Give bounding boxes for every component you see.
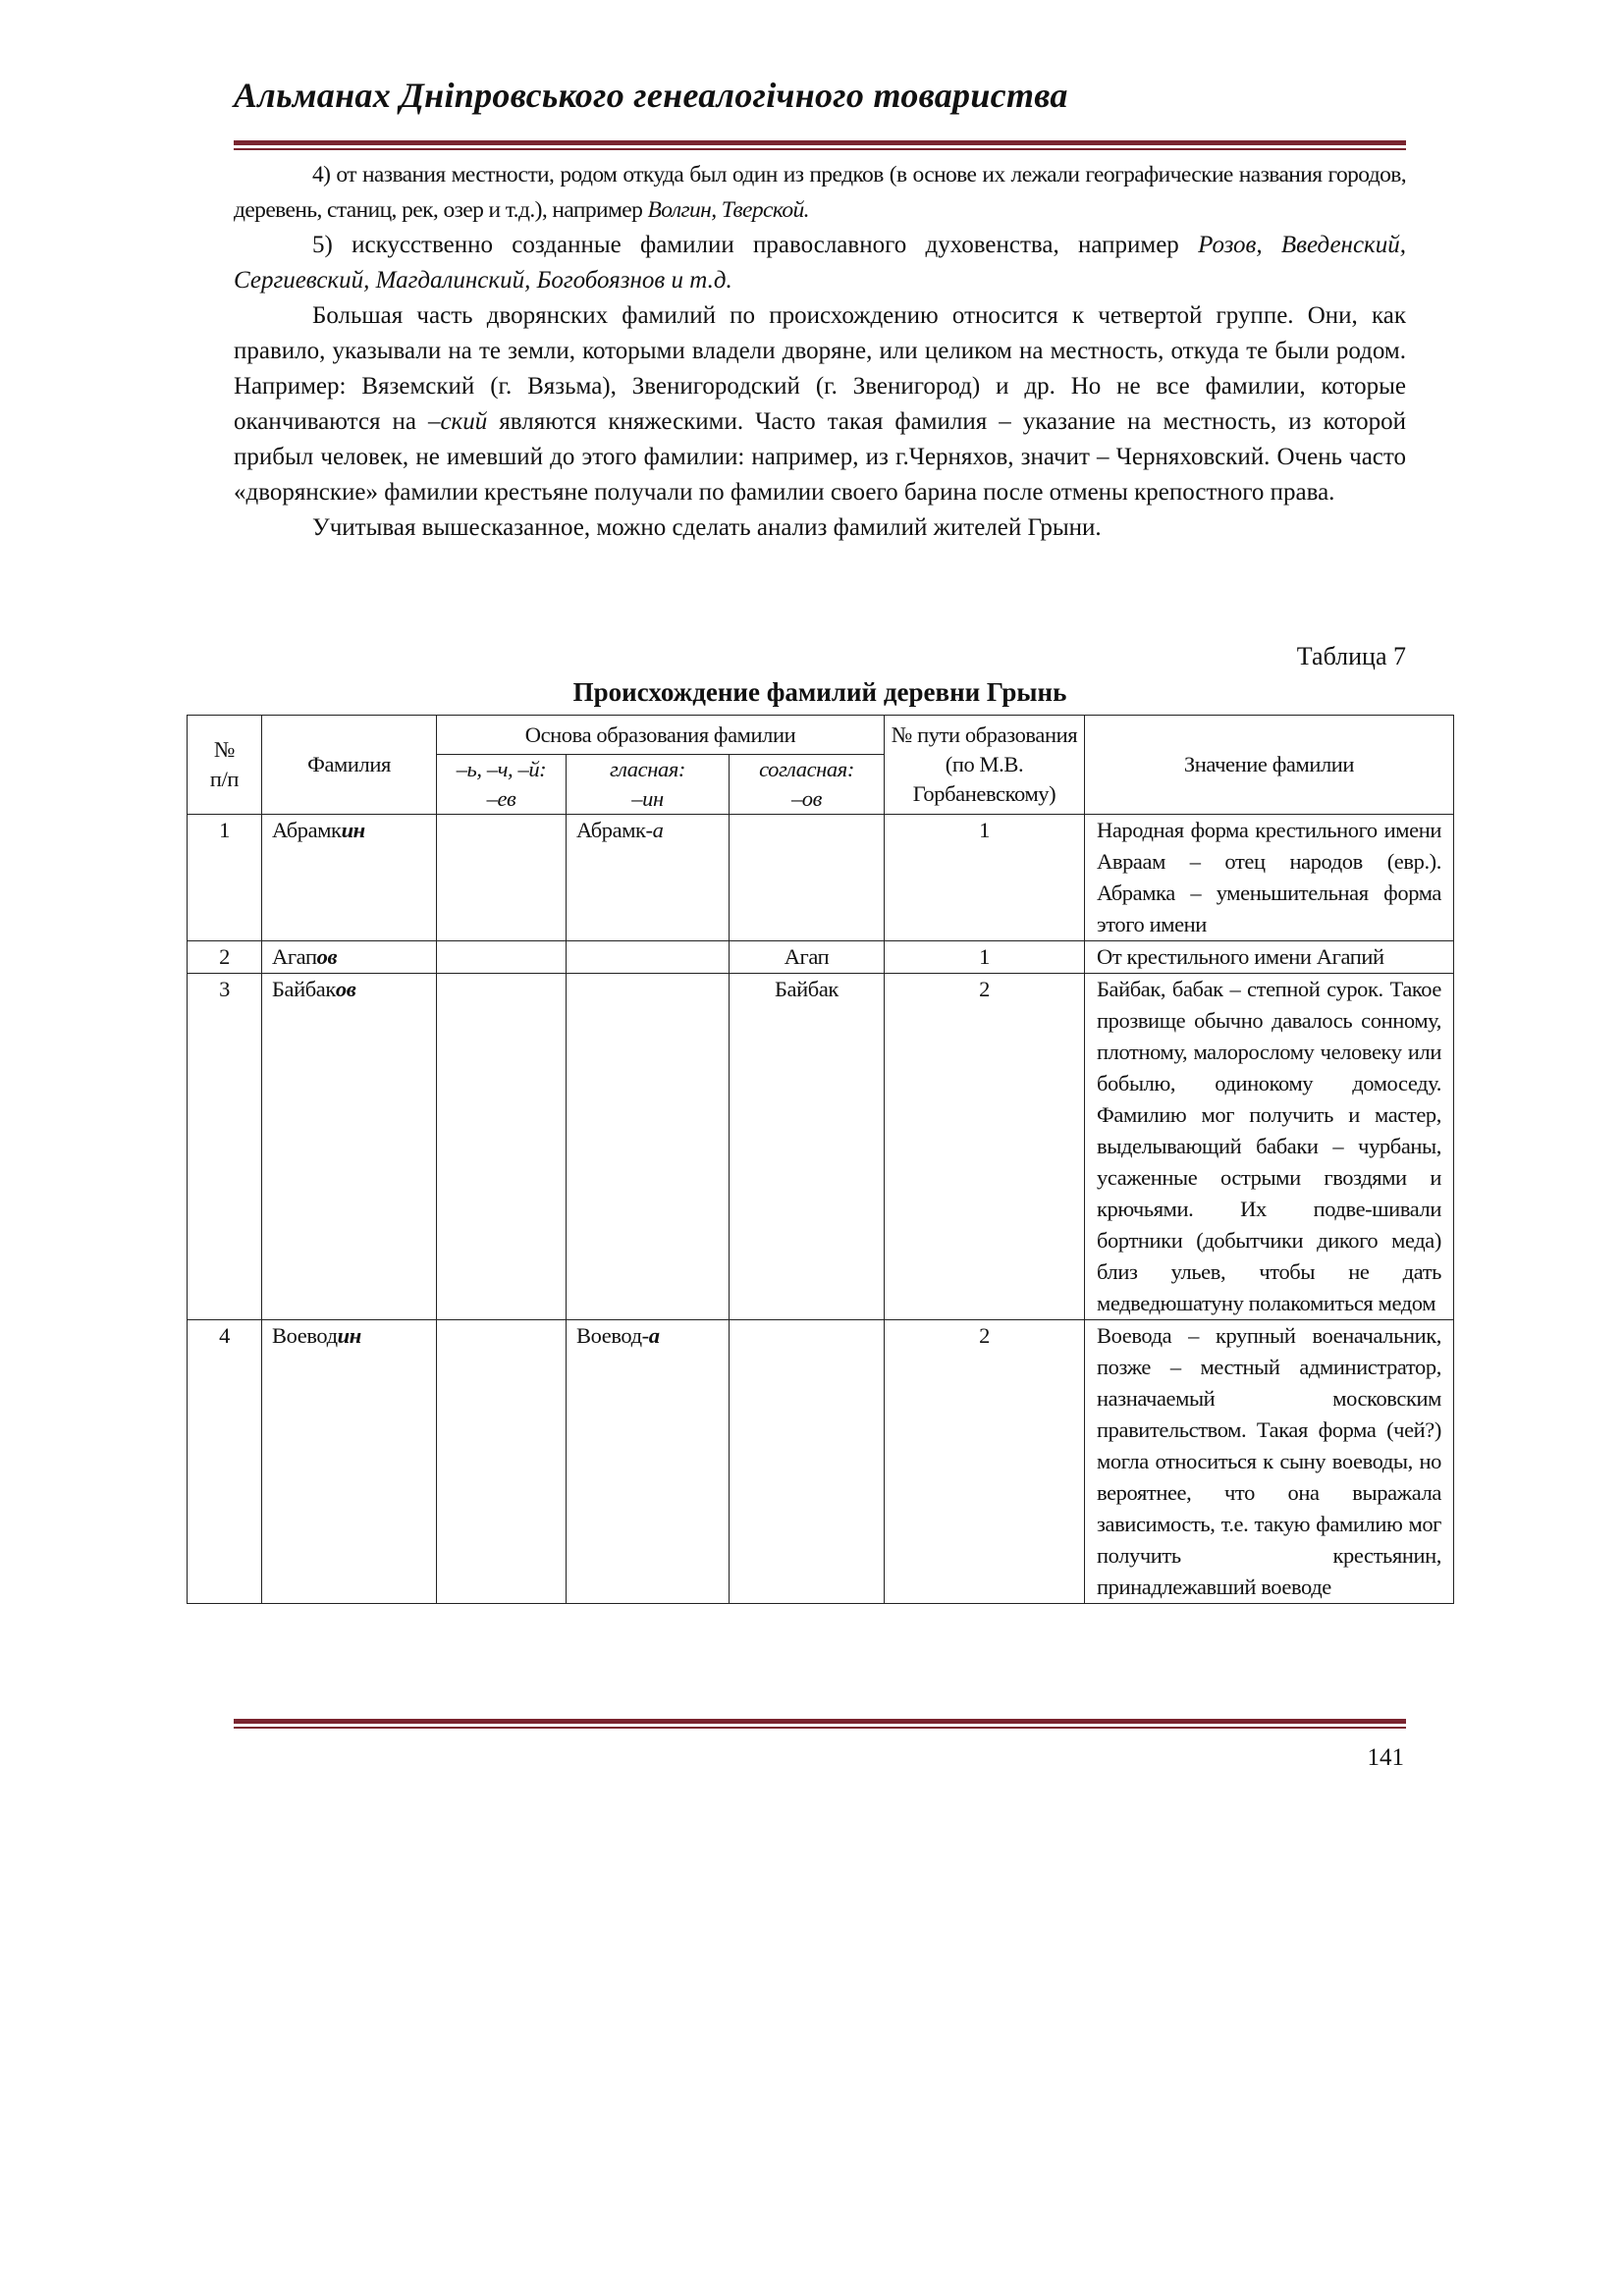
header-surname: Фамилия: [262, 716, 437, 815]
row-soft: [437, 815, 567, 941]
row-surname: Агапов: [262, 941, 437, 974]
header-consonant: согласная: –ов: [730, 755, 885, 815]
row-consonant: [730, 815, 885, 941]
header-meaning: Значение фамилии: [1085, 716, 1454, 815]
paragraph-5: 5) искусственно созданные фамилии православного духовенства, например Розов, Введенский, Сергиевский, Магдалинский, Богобоязнов и т.д.: [234, 232, 1406, 294]
row-path: 2: [885, 974, 1085, 1320]
row-consonant: Байбак: [730, 974, 885, 1320]
paragraph-6: Большая часть дворянских фамилий по происхождению относится к четвертой группе. Они, как правило, указывали на те земли, которыми владели дворяне, или целиком на местность, откуда те были родом. Например: Вяземский (г. Вязьма), Звенигородский (г. Звенигород) и др. Но не все фамилии, которые оканчиваются на –ский являются княжескими. Часто такая фамилия – указание на местность, из которой прибыл человек, не имевший до этого фамилии: например, из г.Черняхов, значит – Черняховский. Очень часто «дворянские» фамилии крестьяне получали по фамилии своего барина после отмены крепостного права.: [234, 302, 1406, 506]
row-vowel: [567, 941, 730, 974]
table-caption: Таблица 7: [1296, 642, 1406, 670]
row-soft: [437, 974, 567, 1320]
paragraph-4: 4) от названия местности, родом откуда был один из предков (в основе их лежали географические названия городов, деревень, станиц, рек, озер и т.д.), например Волгин, Тверской.: [234, 162, 1406, 223]
row-consonant: Агап: [730, 941, 885, 974]
header-soft: –ь, –ч, –й: –ев: [437, 755, 567, 815]
paragraph-7: Учитывая вышесказанное, можно сделать анализ фамилий жителей Грыни.: [312, 514, 1102, 541]
header-vowel: гласная: –ин: [567, 755, 730, 815]
header-basis: Основа образования фамилии: [437, 716, 885, 755]
row-num: 1: [188, 815, 262, 941]
row-path: 1: [885, 815, 1085, 941]
table-row: [188, 815, 1454, 941]
row-path: 1: [885, 941, 1085, 974]
table-row: [188, 974, 1454, 1320]
header-rule: [234, 140, 1406, 150]
row-meaning: Воевода – крупный военачальник, позже – местный администратор, назначаемый московским правительством. Такая форма (чей?) могла относиться к сыну воеводы, но вероятнее, что она выражала зависимость, т.е. такую фамилию мог получить крестьянин, принадлежавший воеводе: [1085, 1320, 1454, 1604]
footer-rule: [234, 1719, 1406, 1729]
row-vowel: [567, 974, 730, 1320]
row-soft: [437, 1320, 567, 1604]
table-row: [188, 941, 1454, 974]
row-meaning: Народная форма крестильного имени Авраам – отец народов (евр.). Абрамка – уменьшительная форма этого имени: [1085, 815, 1454, 941]
body-text: [234, 157, 1406, 546]
header-path: № пути образования (по М.В. Горбаневскому): [885, 716, 1085, 815]
row-meaning: Байбак, бабак – степной сурок. Такое прозвище обычно давалось сонному, плотному, малорослому человеку или бобылю, одинокому домоседу. Фамилию мог получить и мастер, выделывающий бабаки – чурбаны, усаженные острыми гвоздями и крючьями. Их подве-шивали бортники (добытчики дикого меда) близ ульев, чтобы не дать медведюшатуну полакомиться медом: [1085, 974, 1454, 1320]
page-number: 141: [1367, 1744, 1404, 1771]
row-path: 2: [885, 1320, 1085, 1604]
surname-table: [187, 715, 1454, 1604]
row-vowel: Абрамк-а: [567, 815, 730, 941]
row-surname: Абрамкин: [262, 815, 437, 941]
row-num: 4: [188, 1320, 262, 1604]
row-meaning: От крестильного имени Агапий: [1085, 941, 1454, 974]
row-surname: Байбаков: [262, 974, 437, 1320]
row-soft: [437, 941, 567, 974]
row-num: 3: [188, 974, 262, 1320]
row-num: 2: [188, 941, 262, 974]
row-vowel: Воевод-а: [567, 1320, 730, 1604]
row-surname: Воеводин: [262, 1320, 437, 1604]
header-num: № п/п: [188, 716, 262, 815]
table-title: Происхождение фамилий деревни Грынь: [572, 677, 1067, 707]
table-row: [188, 1320, 1454, 1604]
journal-title: Альманах Дніпровського генеалогічного товариства: [234, 76, 1068, 115]
row-consonant: [730, 1320, 885, 1604]
